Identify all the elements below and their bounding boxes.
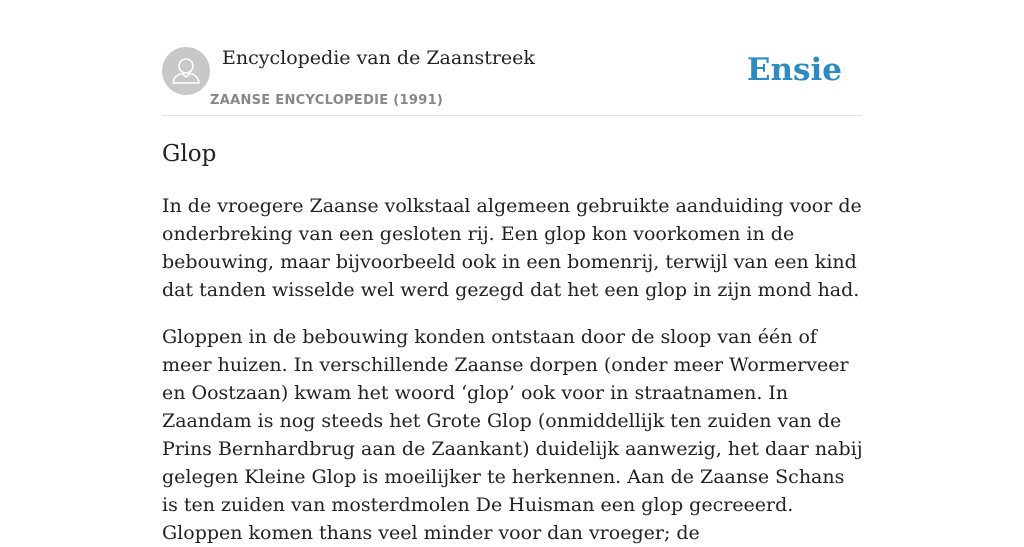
- article-paragraph-2: Gloppen in de bebouwing konden ontstaan door de sloop van één of meer huizen. In verschillende Zaanse dorpen (onder meer Wormerveer en Oostzaan) kwam het woord ‘glop’ ook voor in straatnamen. In Zaandam is nog steeds het Grote Glop (onmiddellijk ten zuiden van de Prins Bernhardbrug aan de Zaankant) duidelijk aanwezig, het daar nabij gelegen Kleine Glop is moeilijker te herkennen. Aan de Zaanse Schans is ten zuiden van mosterdmolen De Huisman een glop gecreeerd. Gloppen komen thans veel minder voor dan vroeger; de: [162, 326, 863, 544]
- article-paragraph-1: In de vroegere Zaanse volkstaal algemeen gebruikte aanduiding voor de onderbreking van een gesloten rij. Een glop kon voorkomen in de bebouwing, maar bijvoorbeeld ook in een bomenrij, terwijl van een kind dat tanden wisselde wel werd gezegd dat het een glop in zijn mond had.: [162, 195, 862, 301]
- header-divider: [162, 115, 862, 116]
- user-silhouette-icon: [162, 47, 210, 95]
- source-title[interactable]: Encyclopedie van de Zaanstreek: [222, 47, 535, 69]
- user-avatar-icon[interactable]: [162, 47, 210, 95]
- source-header: [162, 0, 862, 116]
- source-subtitle[interactable]: ZAANSE ENCYCLOPEDIE (1991): [210, 93, 444, 108]
- brand-logo[interactable]: Ensie: [746, 52, 842, 88]
- article-body: [162, 138, 866, 547]
- article-title: Glop: [162, 141, 217, 167]
